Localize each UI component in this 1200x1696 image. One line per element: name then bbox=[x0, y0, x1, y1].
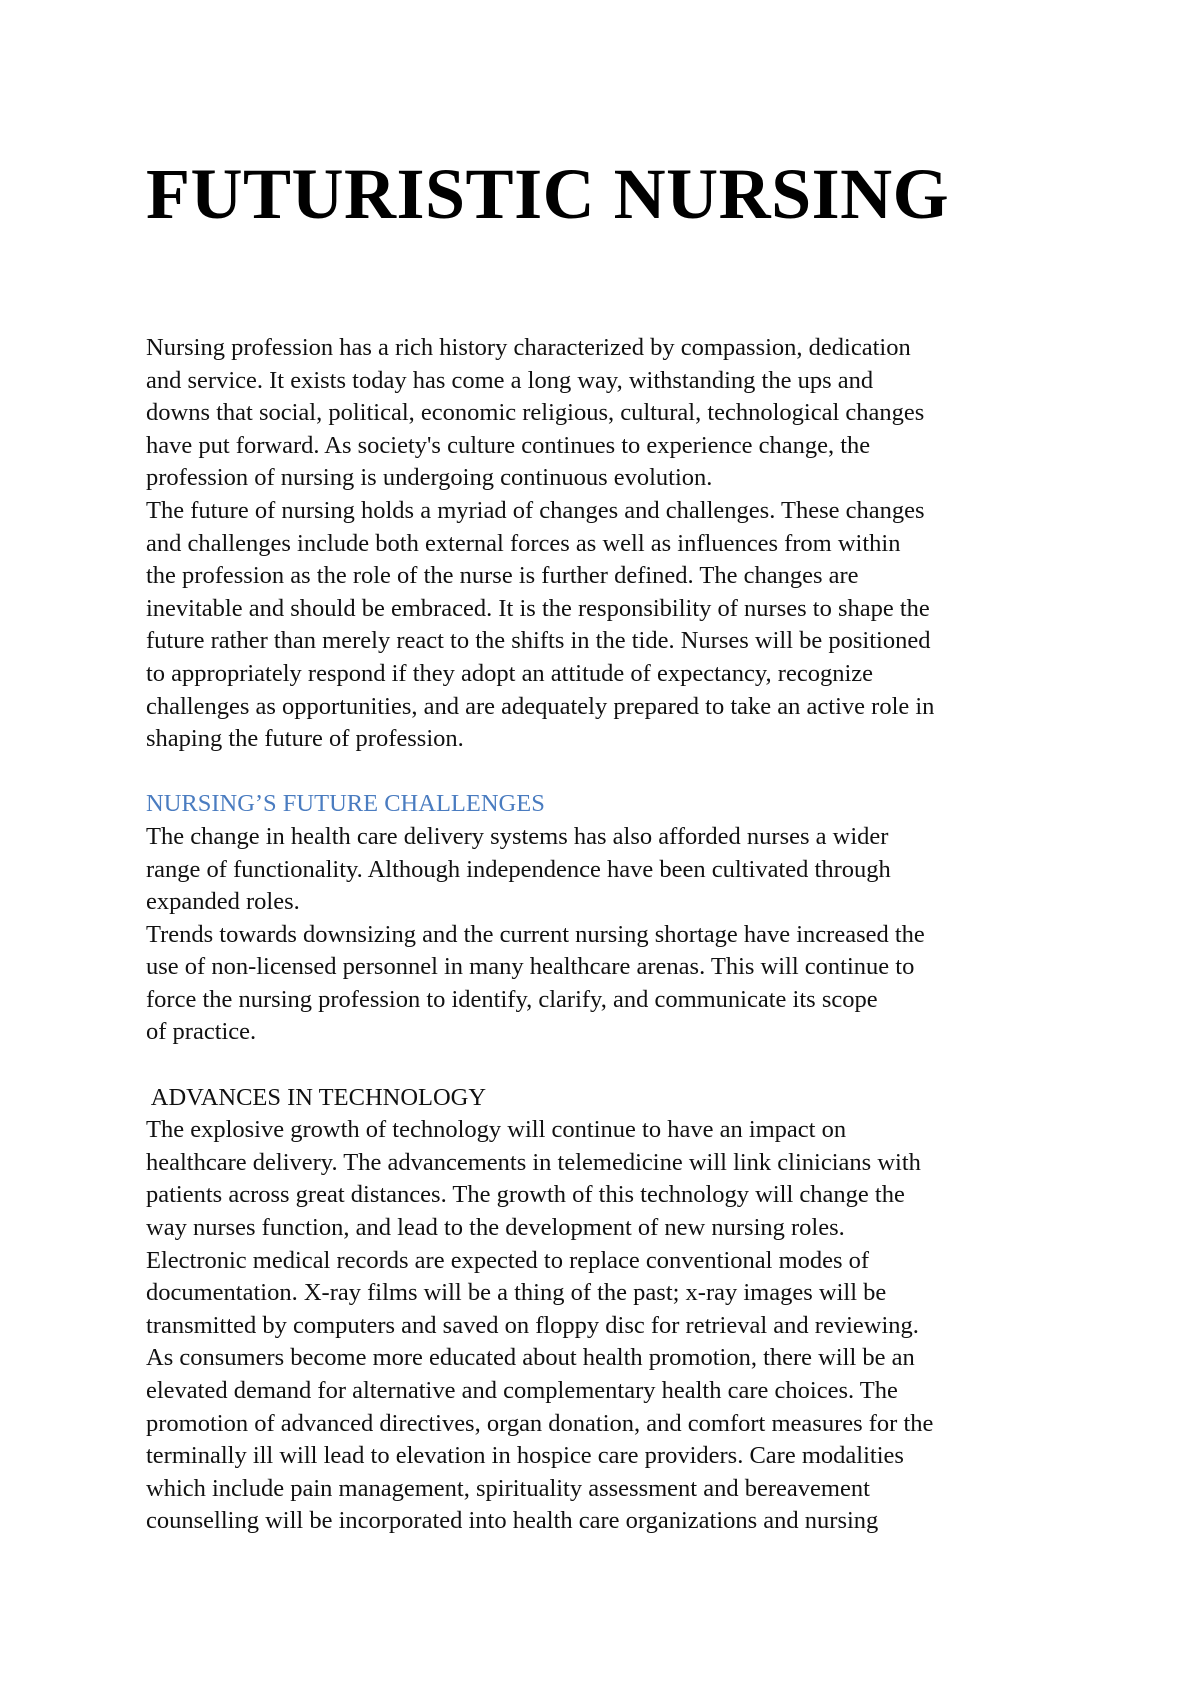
section-line: Trends towards downsizing and the current nursing shortage have increased the bbox=[146, 920, 925, 948]
section-line: range of functionality. Although independence have been cultivated through bbox=[146, 855, 891, 883]
section-line: expanded roles. bbox=[146, 888, 300, 916]
section-line: which include pain management, spirituality assessment and bereavement bbox=[146, 1474, 870, 1502]
section-heading-future-challenges: NURSING’S FUTURE CHALLENGES bbox=[146, 790, 545, 818]
intro-line: to appropriately respond if they adopt an attitude of expectancy, recognize bbox=[146, 659, 873, 687]
section-line: way nurses function, and lead to the development of new nursing roles. bbox=[146, 1214, 845, 1242]
section-line: terminally ill will lead to elevation in hospice care providers. Care modalities bbox=[146, 1442, 904, 1470]
section-line: healthcare delivery. The advancements in telemedicine will link clinicians with bbox=[146, 1148, 921, 1176]
intro-line: inevitable and should be embraced. It is the responsibility of nurses to shape the bbox=[146, 594, 930, 622]
section-line: The explosive growth of technology will continue to have an impact on bbox=[146, 1116, 847, 1144]
paragraph-spacer bbox=[146, 756, 1076, 789]
intro-line: have put forward. As society's culture continues to experience change, the bbox=[146, 431, 871, 459]
paragraph-spacer bbox=[146, 1049, 1076, 1082]
section-line: use of non-licensed personnel in many healthcare arenas. This will continue to bbox=[146, 953, 915, 981]
section-heading-advances-technology: ADVANCES IN TECHNOLOGY bbox=[146, 1083, 487, 1111]
intro-line: challenges as opportunities, and are adequately prepared to take an active role in bbox=[146, 692, 935, 720]
intro-line: future rather than merely react to the shifts in the tide. Nurses will be positioned bbox=[146, 627, 931, 655]
section-line: counselling will be incorporated into health care organizations and nursing bbox=[146, 1507, 879, 1535]
section-line: transmitted by computers and saved on floppy disc for retrieval and reviewing. bbox=[146, 1311, 919, 1339]
intro-line: The future of nursing holds a myriad of changes and challenges. These changes bbox=[146, 496, 925, 524]
section-advances-technology bbox=[146, 1082, 1076, 1538]
section-line: promotion of advanced directives, organ donation, and comfort measures for the bbox=[146, 1409, 934, 1437]
intro-line: and service. It exists today has come a long way, withstanding the ups and bbox=[146, 366, 874, 394]
section-line: patients across great distances. The growth of this technology will change the bbox=[146, 1181, 905, 1209]
intro-line: and challenges include both external forces as well as influences from within bbox=[146, 529, 901, 557]
section-line: Electronic medical records are expected to replace conventional modes of bbox=[146, 1246, 870, 1274]
section-future-challenges bbox=[146, 788, 1076, 1049]
section-line: documentation. X-ray films will be a thing of the past; x-ray images will be bbox=[146, 1279, 887, 1307]
intro-line: the profession as the role of the nurse is further defined. The changes are bbox=[146, 562, 859, 590]
intro-paragraph bbox=[146, 332, 1076, 756]
intro-line: downs that social, political, economic religious, cultural, technological changes bbox=[146, 399, 925, 427]
page-title: FUTURISTIC NURSING bbox=[146, 154, 950, 234]
document-content bbox=[146, 146, 1076, 1538]
section-line: As consumers become more educated about health promotion, there will be an bbox=[146, 1344, 915, 1372]
intro-line: profession of nursing is undergoing continuous evolution. bbox=[146, 464, 713, 492]
section-line: of practice. bbox=[146, 1018, 257, 1046]
section-line: elevated demand for alternative and complementary health care choices. The bbox=[146, 1377, 898, 1404]
section-line: force the nursing profession to identify, clarify, and communicate its scope bbox=[146, 985, 878, 1013]
intro-line: shaping the future of profession. bbox=[146, 725, 464, 753]
intro-line: Nursing profession has a rich history characterized by compassion, dedication bbox=[146, 334, 911, 361]
section-line: The change in health care delivery systems has also afforded nurses a wider bbox=[146, 822, 889, 850]
